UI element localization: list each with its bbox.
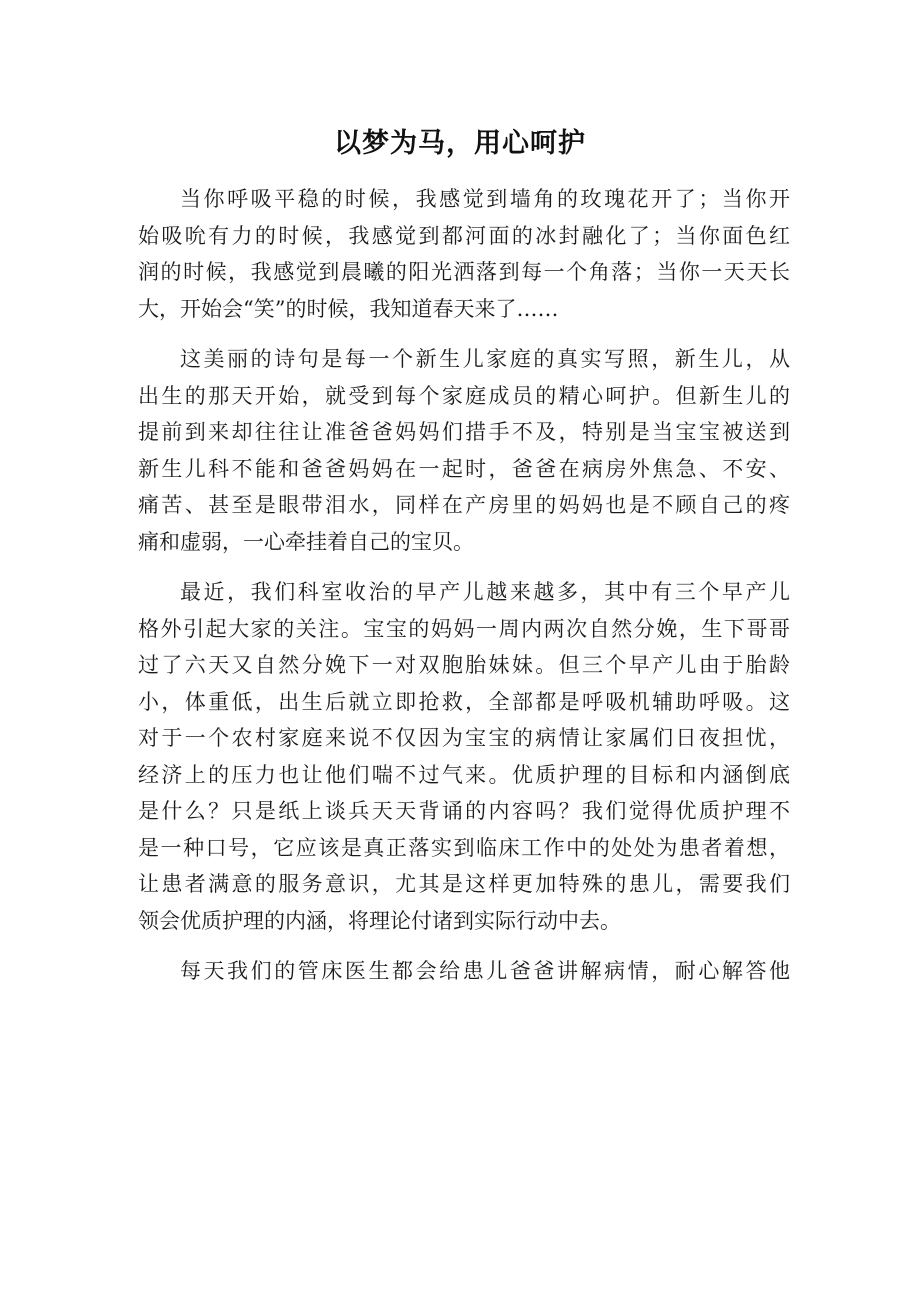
text-line: 最近，我们科室收治的早产儿越来越多，其中有三个早产儿	[180, 580, 790, 604]
text-line: 润的时候，我感觉到晨曦的阳光洒落到每一个角落；当你一天天长	[138, 260, 790, 284]
text-line: 是什么？只是纸上谈兵天天背诵的内容吗？我们觉得优质护理不	[138, 799, 790, 823]
text-line: 是一种口号，它应该是真正落实到临床工作中的处处为患者着想，	[138, 835, 790, 860]
paragraph-4	[138, 953, 790, 990]
text-line: 大，开始会“笑”的时候，我知道春天来了……	[138, 296, 559, 321]
text-line: 痛和虚弱，一心牵挂着自己的宝贝。	[138, 529, 474, 554]
text-line: 每天我们的管床医生都会给患儿爸爸讲解病情，耐心解答他	[180, 959, 790, 983]
text-line: 经济上的压力也让他们喘不过气来。优质护理的目标和内涵倒底	[138, 762, 790, 787]
text-line: 领会优质护理的内涵，将理论付诸到实际行动中去。	[138, 908, 621, 933]
text-line: 过了六天又自然分娩下一对双胞胎妹妹。但三个早产儿由于胎龄	[138, 653, 790, 677]
text-line: 当你呼吸平稳的时候，我感觉到墙角的玫瑰花开了；当你开	[180, 187, 790, 211]
document-title: 以梦为马，用心呵护	[334, 128, 586, 159]
paragraph-2	[138, 341, 790, 560]
text-line: 提前到来却往往让准爸爸妈妈们措手不及，特别是当宝宝被送到	[138, 420, 790, 444]
text-line: 出生的那天开始，就受到每个家庭成员的精心呵护。但新生儿的	[138, 383, 790, 408]
text-line: 这美丽的诗句是每一个新生儿家庭的真实写照，新生儿，从	[180, 347, 790, 371]
text-line: 格外引起大家的关注。宝宝的妈妈一周内两次自然分娩，生下哥哥	[138, 616, 790, 641]
text-line: 小，体重低，出生后就立即抢救，全部都是呼吸机辅助呼吸。这	[138, 689, 790, 714]
text-line: 让患者满意的服务意识，尤其是这样更加特殊的患儿，需要我们	[138, 872, 790, 896]
text-line: 新生儿科不能和爸爸妈妈在一起时，爸爸在病房外焦急、不安、	[138, 456, 790, 481]
paragraph-3	[138, 574, 790, 939]
paragraph-1	[138, 181, 790, 327]
text-line: 对于一个农村家庭来说不仅因为宝宝的病情让家属们日夜担忧，	[138, 726, 790, 750]
text-line: 痛苦、甚至是眼带泪水，同样在产房里的妈妈也是不顾自己的疼	[138, 493, 790, 517]
document-body	[138, 181, 790, 990]
text-line: 始吸吮有力的时候，我感觉到都河面的冰封融化了；当你面色红	[138, 223, 790, 248]
